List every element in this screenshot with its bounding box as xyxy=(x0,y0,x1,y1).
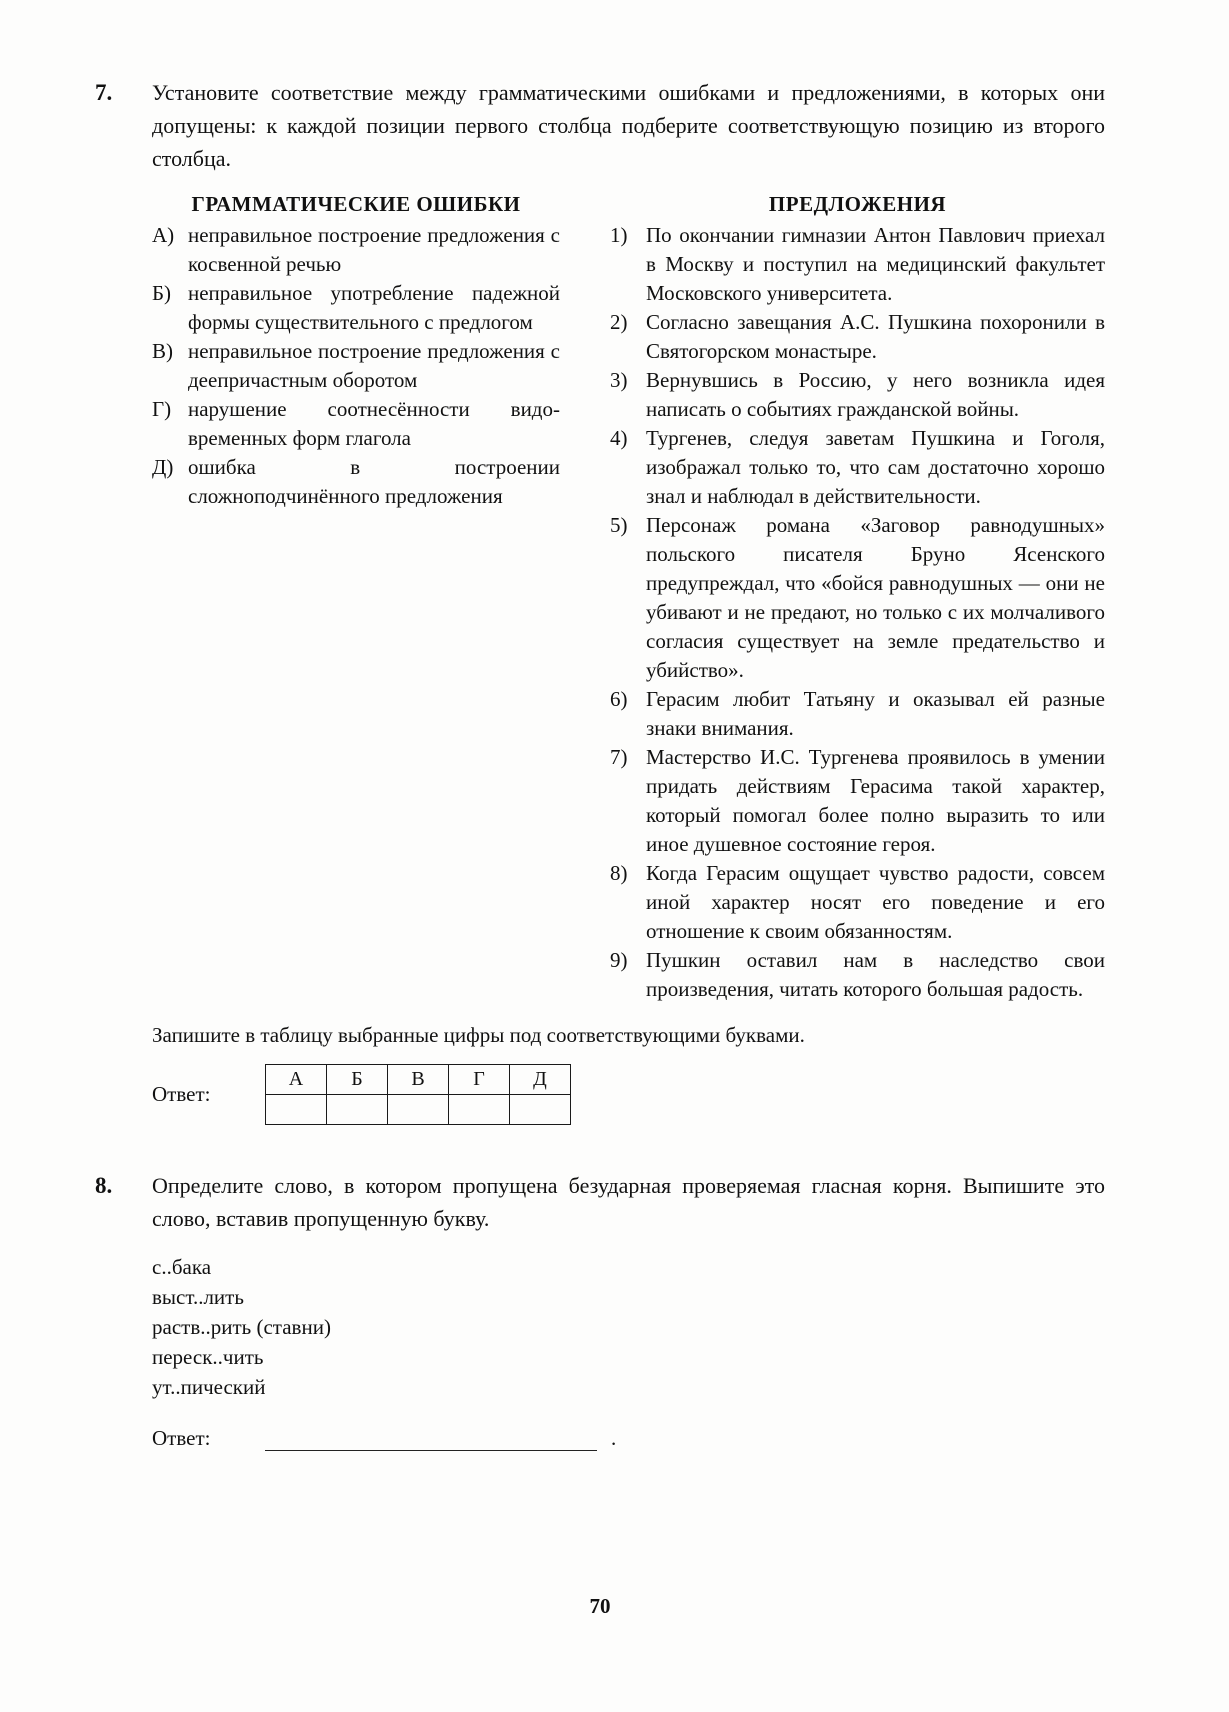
answer-table-header-cell: В xyxy=(388,1065,449,1095)
q8-answer-label: Ответ: xyxy=(152,1426,211,1450)
errors-column xyxy=(152,190,560,1004)
answer-table-value-cell xyxy=(388,1095,449,1125)
answer-table-value-cell xyxy=(449,1095,510,1125)
answer-table-header-cell: Б xyxy=(327,1065,388,1095)
sentence-item-text: Персонаж романа «Заговор равнодушных» польского писателя Бруно Ясенского предупреждал, что «бойся равнодушных — они не убивают и не предают, но только с их молчаливого согласия существует на земле предательство и убийство». xyxy=(646,513,1105,682)
sentence-item-text: Вернувшись в Россию, у него возникла идея написать о событиях гражданской войны. xyxy=(646,368,1105,421)
sentence-item xyxy=(610,424,1105,511)
q7-answer-label: Ответ: xyxy=(152,1082,211,1106)
error-item xyxy=(152,221,560,279)
question-7 xyxy=(95,76,1167,1125)
error-item-label: Б) xyxy=(152,281,172,305)
sentence-item-label: 4) xyxy=(610,426,628,450)
q7-answer-row xyxy=(152,1064,1105,1125)
errors-column-header: ГРАММАТИЧЕСКИЕ ОШИБКИ xyxy=(191,192,521,216)
answer-table-value-row xyxy=(266,1095,571,1125)
sentence-item-label: 9) xyxy=(610,948,628,972)
answer-table-header-row xyxy=(266,1065,571,1095)
question-7-number: 7. xyxy=(95,80,113,105)
answer-table xyxy=(265,1064,571,1125)
word-option: выст..лить xyxy=(152,1285,244,1309)
q8-answer-row xyxy=(152,1426,1105,1451)
sentences-column-header: ПРЕДЛОЖЕНИЯ xyxy=(768,192,947,216)
q8-answer-blank-line xyxy=(265,1427,597,1451)
sentence-item xyxy=(610,366,1105,424)
question-7-body xyxy=(152,76,1105,1125)
error-item-text: ошибка в построении сложноподчинённого предложения xyxy=(188,455,560,508)
sentence-item-label: 8) xyxy=(610,861,628,885)
sentence-item xyxy=(610,685,1105,743)
sentence-item-text: Тургенев, следуя заветам Пушкина и Гоголя, изображал только то, что сам достаточно хорошо знал и наблюдал в действительности. xyxy=(646,426,1105,508)
sentence-item-label: 5) xyxy=(610,513,628,537)
error-item-text: нарушение соотнесённости видо-временных форм глагола xyxy=(188,397,560,450)
sentence-item-label: 1) xyxy=(610,223,628,247)
sentence-item xyxy=(610,859,1105,946)
sentence-item-text: Согласно завещания А.С. Пушкина похоронили в Святогорском монастыре. xyxy=(646,310,1105,363)
answer-table-header-cell: Г xyxy=(449,1065,510,1095)
word-option: ут..пический xyxy=(152,1375,266,1399)
question-8-number: 8. xyxy=(95,1173,113,1198)
sentence-item xyxy=(610,946,1105,1004)
sentence-item xyxy=(610,308,1105,366)
sentence-item-text: Пушкин оставил нам в наследство свои произведения, читать которого большая радость. xyxy=(646,948,1105,1001)
answer-table-header-cell: А xyxy=(266,1065,327,1095)
sentence-item-label: 3) xyxy=(610,368,628,392)
matching-columns xyxy=(152,190,1105,1004)
answer-table-value-cell xyxy=(327,1095,388,1125)
error-item-label: Д) xyxy=(152,455,174,479)
sentence-item-label: 2) xyxy=(610,310,628,334)
error-item xyxy=(152,453,560,511)
answer-table-value-cell xyxy=(266,1095,327,1125)
error-item xyxy=(152,395,560,453)
table-instruction: Запишите в таблицу выбранные цифры под соответствующими буквами. xyxy=(152,1023,805,1047)
word-option: раств..рить (ставни) xyxy=(152,1315,331,1339)
error-item-label: Г) xyxy=(152,397,172,421)
question-8 xyxy=(95,1169,1167,1451)
answer-table-header-cell: Д xyxy=(510,1065,571,1095)
sentence-item-text: Мастерство И.С. Тургенева проявилось в умении придать действиям Герасима такой характер, который помогал более полно выразить то или иное душевное состояние героя. xyxy=(646,745,1105,856)
page-number: 70 xyxy=(589,1594,611,1618)
sentence-item xyxy=(610,221,1105,308)
q8-answer-suffix: . xyxy=(611,1426,617,1450)
sentence-item-text: По окончании гимназии Антон Павлович приехал в Москву и поступил на медицинский факультет Московского университета. xyxy=(646,223,1105,305)
sentence-item-label: 7) xyxy=(610,745,628,769)
sentence-item xyxy=(610,511,1105,685)
word-option: переск..чить xyxy=(152,1345,264,1369)
question-7-intro: Установите соответствие между грамматическими ошибками и предложениями, в которых они допущены: к каждой позиции первого столбца подберите соответствующую позицию из второго столбца. xyxy=(152,80,1105,171)
error-item-label: В) xyxy=(152,339,173,363)
error-item-text: неправильное построение предложения с косвенной речью xyxy=(188,223,560,276)
error-item-text: неправильное употребление падежной формы существительного с предлогом xyxy=(188,281,560,334)
sentences-column xyxy=(610,190,1105,1004)
sentence-item-text: Когда Герасим ощущает чувство радости, совсем иной характер носят его поведение и его отношение к своим обязанностям. xyxy=(646,861,1105,943)
error-item-label: А) xyxy=(152,223,175,247)
error-item xyxy=(152,337,560,395)
question-8-body xyxy=(152,1169,1105,1451)
error-item-text: неправильное построение предложения с деепричастным оборотом xyxy=(188,339,560,392)
answer-table-value-cell xyxy=(510,1095,571,1125)
question-8-intro: Определите слово, в котором пропущена безударная проверяемая гласная корня. Выпишите это слово, вставив пропущенную букву. xyxy=(152,1173,1105,1231)
word-option: с..бака xyxy=(152,1255,212,1279)
word-list xyxy=(152,1252,1105,1402)
sentence-item-label: 6) xyxy=(610,687,628,711)
sentence-item-text: Герасим любит Татьяну и оказывал ей разные знаки внимания. xyxy=(646,687,1105,740)
error-item xyxy=(152,279,560,337)
sentence-item xyxy=(610,743,1105,859)
